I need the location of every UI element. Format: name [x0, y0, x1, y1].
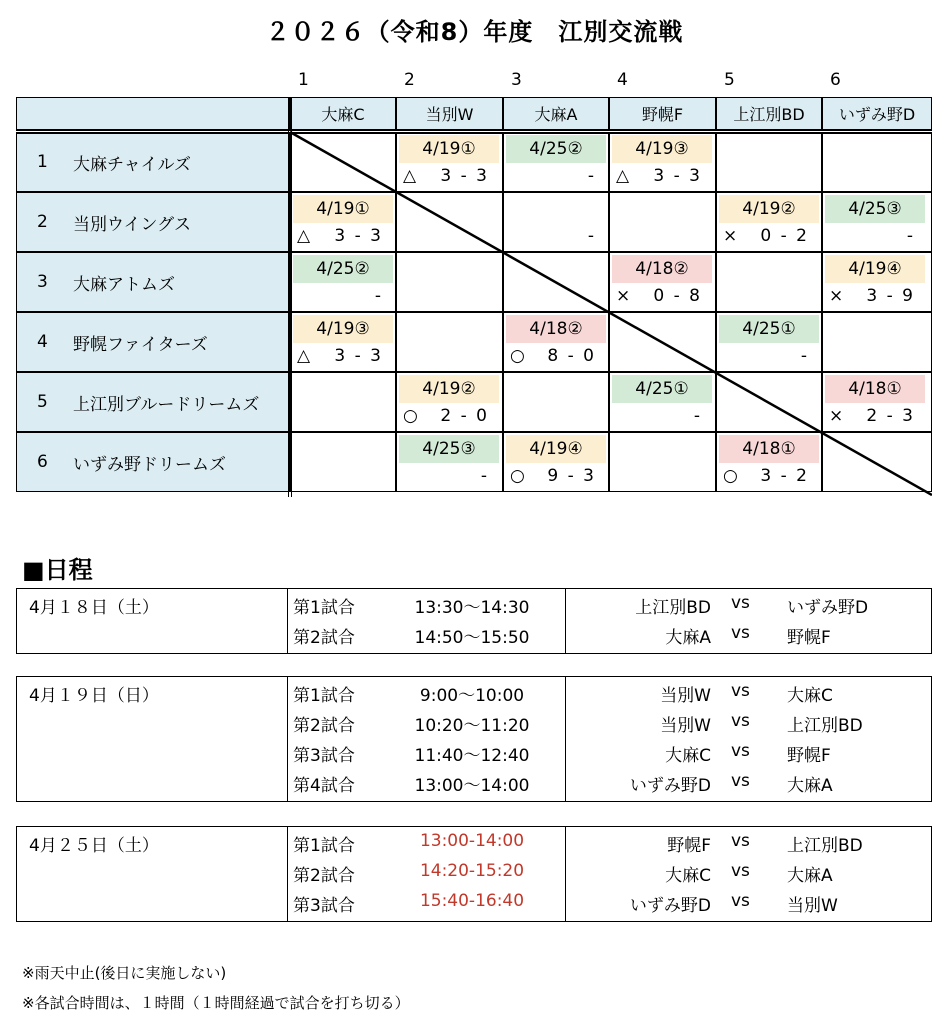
schedule-row — [17, 858, 933, 888]
match-date: 4/25① — [612, 375, 712, 403]
match-score: - — [587, 226, 596, 246]
game-number: 第1試合 — [293, 598, 355, 618]
column-header: 大麻A — [503, 97, 609, 130]
result-mark: × — [829, 406, 846, 426]
schedule-row — [17, 768, 933, 798]
team-name: 大麻アトムズ — [73, 274, 175, 295]
game-number: 第3試合 — [293, 746, 355, 766]
schedule-row — [17, 590, 933, 620]
vs-label: vs — [731, 831, 750, 851]
match-score: 3 - 3 — [334, 346, 383, 366]
vs-label: vs — [731, 593, 750, 613]
match-score: 3 - 9 — [866, 286, 915, 306]
result-mark: △ — [297, 226, 313, 246]
column-header: 大麻C — [290, 97, 396, 130]
match-date: 4/18② — [612, 255, 712, 283]
home-team: 当別W — [660, 686, 711, 706]
column-header: 当別W — [396, 97, 503, 130]
home-team: 当別W — [660, 716, 711, 736]
home-team: いずみ野D — [629, 896, 711, 916]
team-number: 2 — [37, 212, 48, 232]
schedule-row — [17, 620, 933, 650]
column-number-5: 5 — [724, 70, 735, 90]
game-number: 第1試合 — [293, 686, 355, 706]
match-date: 4/25③ — [825, 195, 925, 223]
note-rain: ※雨天中止(後日に実施しない) — [22, 964, 227, 982]
result-mark: × — [723, 226, 740, 246]
match-score: 3 - 3 — [440, 166, 489, 186]
match-score: - — [587, 166, 596, 186]
away-team: 当別W — [787, 896, 838, 916]
column-number-2: 2 — [404, 70, 415, 90]
game-time: 14:50～15:50 — [414, 628, 530, 648]
result-mark: ○ — [510, 346, 527, 366]
match-date: 4/19② — [399, 375, 499, 403]
team-name: 上江別ブルードリームズ — [73, 394, 260, 415]
team-name: 大麻チャイルズ — [73, 154, 191, 175]
game-time: 15:40-16:40 — [419, 891, 525, 911]
vs-label: vs — [731, 681, 750, 701]
game-number: 第2試合 — [293, 716, 355, 736]
team-number: 6 — [37, 452, 48, 472]
away-team: いずみ野D — [787, 598, 869, 618]
game-time: 13:00-14:00 — [419, 831, 525, 851]
home-team: 上江別BD — [635, 598, 711, 618]
game-number: 第2試合 — [293, 628, 355, 648]
schedule-row — [17, 738, 933, 768]
away-team: 大麻A — [787, 776, 833, 796]
game-number: 第1試合 — [293, 836, 355, 856]
schedule-day-label: 4月１９日（日） — [29, 686, 159, 706]
game-time: 9:00～10:00 — [419, 686, 525, 706]
match-date: 4/19④ — [506, 435, 606, 463]
result-mark: × — [829, 286, 846, 306]
column-numbers — [0, 70, 949, 94]
vs-label: vs — [731, 861, 750, 881]
team-number: 1 — [37, 152, 48, 172]
match-date: 4/18① — [825, 375, 925, 403]
away-team: 上江別BD — [787, 716, 863, 736]
schedule-day-block — [16, 588, 932, 654]
team-number: 3 — [37, 272, 48, 292]
schedule-day-block — [16, 676, 932, 802]
game-time: 13:00～14:00 — [414, 776, 530, 796]
vs-label: vs — [731, 711, 750, 731]
page-title: ２０２６（令和8）年度 江別交流戦 — [265, 18, 684, 46]
result-mark: × — [616, 286, 633, 306]
vs-label: vs — [731, 741, 750, 761]
match-date: 4/25③ — [399, 435, 499, 463]
team-name: いずみ野ドリームズ — [73, 454, 226, 475]
schedule-row — [17, 678, 933, 708]
team-number: 5 — [37, 392, 48, 412]
vs-label: vs — [731, 623, 750, 643]
match-date: 4/18② — [506, 315, 606, 343]
match-score: - — [374, 286, 383, 306]
game-number: 第3試合 — [293, 896, 355, 916]
diagonal-line — [16, 97, 932, 497]
match-date: 4/19③ — [293, 315, 393, 343]
match-score: 9 - 3 — [547, 466, 596, 486]
home-team: 大麻A — [665, 628, 711, 648]
column-header: いずみ野D — [822, 97, 932, 130]
schedule-heading: ■日程 — [22, 556, 93, 584]
column-number-1: 1 — [298, 70, 309, 90]
schedule-row — [17, 708, 933, 738]
match-date: 4/19③ — [612, 135, 712, 163]
result-mark: △ — [403, 166, 419, 186]
match-score: 2 - 3 — [866, 406, 915, 426]
match-score: - — [906, 226, 915, 246]
column-header: 上江別BD — [716, 97, 822, 130]
game-time: 10:20～11:20 — [414, 716, 530, 736]
home-team: いずみ野D — [629, 776, 711, 796]
result-mark: ○ — [723, 466, 740, 486]
match-score: 3 - 3 — [653, 166, 702, 186]
result-mark: ○ — [510, 466, 527, 486]
schedule-day-block — [16, 826, 932, 922]
away-team: 野幌F — [787, 746, 831, 766]
home-team: 大麻C — [665, 746, 711, 766]
result-mark: △ — [297, 346, 313, 366]
team-name: 野幌ファイターズ — [73, 334, 208, 355]
note-time-limit: ※各試合時間は、１時間（１時間経過で試合を打ち切る） — [22, 994, 410, 1012]
match-date: 4/19④ — [825, 255, 925, 283]
match-score: 3 - 2 — [760, 466, 809, 486]
column-number-3: 3 — [511, 70, 522, 90]
column-number-4: 4 — [617, 70, 628, 90]
schedule-row — [17, 888, 933, 918]
team-name: 当別ウイングス — [73, 214, 191, 235]
home-team: 野幌F — [667, 836, 711, 856]
game-number: 第2試合 — [293, 866, 355, 886]
result-mark: ○ — [403, 406, 420, 426]
home-team: 大麻C — [665, 866, 711, 886]
vs-label: vs — [731, 771, 750, 791]
match-score: 2 - 0 — [440, 406, 489, 426]
match-matrix — [16, 97, 932, 497]
schedule-day-label: 4月１８日（土） — [29, 598, 159, 618]
column-header: 野幌F — [609, 97, 716, 130]
schedule-day-label: 4月２５日（土） — [29, 836, 159, 856]
match-score: 0 - 2 — [760, 226, 809, 246]
game-time: 13:30～14:30 — [414, 598, 530, 618]
away-team: 野幌F — [787, 628, 831, 648]
game-number: 第4試合 — [293, 776, 355, 796]
match-score: 0 - 8 — [653, 286, 702, 306]
away-team: 大麻A — [787, 866, 833, 886]
match-date: 4/25② — [293, 255, 393, 283]
away-team: 大麻C — [787, 686, 833, 706]
match-score: 8 - 0 — [547, 346, 596, 366]
schedule-row — [17, 828, 933, 858]
match-date: 4/19① — [399, 135, 499, 163]
vs-label: vs — [731, 891, 750, 911]
match-score: 3 - 3 — [334, 226, 383, 246]
match-date: 4/18① — [719, 435, 819, 463]
game-time: 14:20-15:20 — [419, 861, 525, 881]
result-mark: △ — [616, 166, 632, 186]
diagonal-stroke — [290, 132, 932, 495]
match-score: - — [693, 406, 702, 426]
game-time: 11:40～12:40 — [414, 746, 530, 766]
match-score: - — [480, 466, 489, 486]
match-date: 4/25② — [506, 135, 606, 163]
match-date: 4/19① — [293, 195, 393, 223]
column-number-6: 6 — [830, 70, 841, 90]
away-team: 上江別BD — [787, 836, 863, 856]
match-score: - — [800, 346, 809, 366]
match-date: 4/19② — [719, 195, 819, 223]
match-date: 4/25① — [719, 315, 819, 343]
team-number: 4 — [37, 332, 48, 352]
